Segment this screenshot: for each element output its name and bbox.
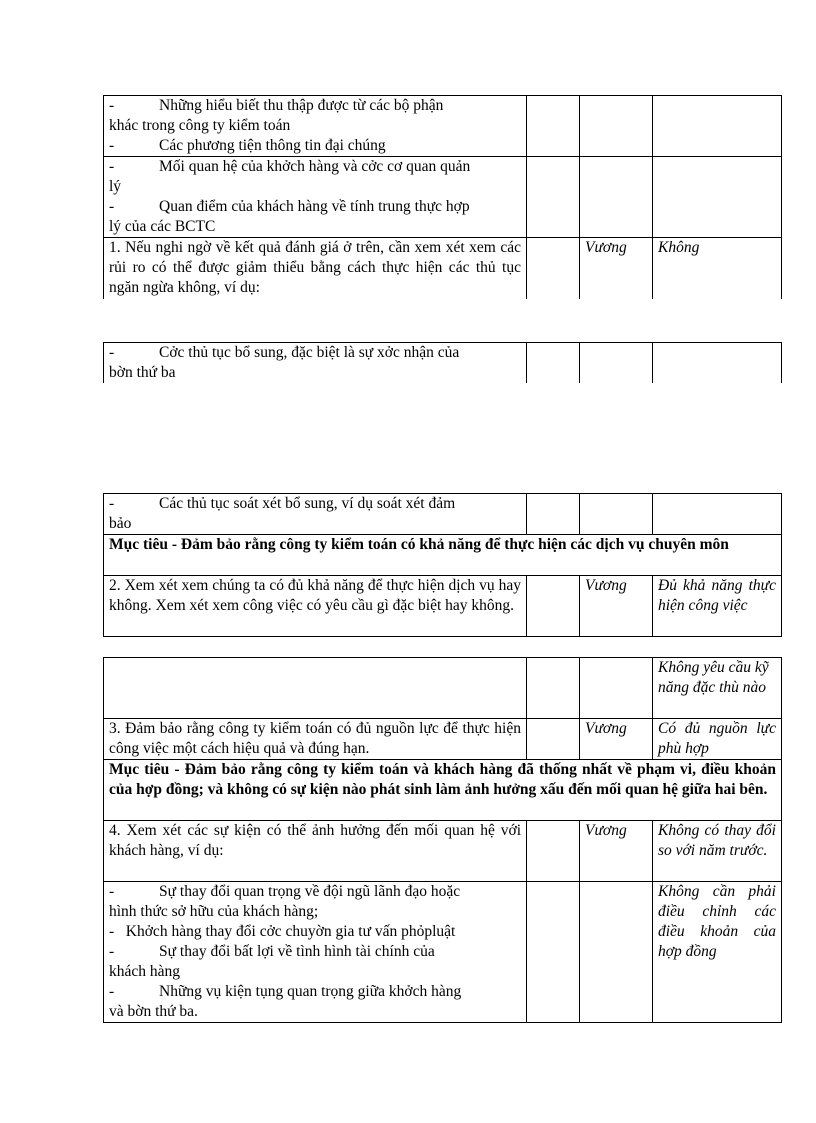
person-cell: Vương [580, 821, 653, 882]
bullet-dash: - [109, 158, 115, 175]
empty-cell [527, 157, 580, 238]
empty-cell [527, 343, 580, 384]
procedure-cell [104, 157, 527, 238]
empty-cell [527, 658, 580, 719]
person-cell: Vương [580, 719, 653, 760]
table-row [104, 760, 782, 821]
procedure-text: Sự thay đổi quan trọng về đội ngũ lãnh đạo hoặc [159, 883, 461, 900]
empty-cell [527, 719, 580, 760]
table-row [104, 719, 782, 760]
procedure-text: khác trong công ty kiểm toán [109, 117, 291, 134]
table-row [104, 576, 782, 637]
empty-cell [527, 821, 580, 882]
table-row [104, 494, 782, 535]
table-row [104, 821, 782, 882]
procedure-text: Sự thay đổi bất lợi về tình hình tài chính của [159, 943, 435, 960]
procedure-text: bảo [109, 515, 132, 532]
result-cell: Không có thay đổi so với năm trước. [653, 821, 782, 882]
result-cell: Không [653, 238, 782, 300]
objective-heading: Mục tiêu - Đảm bảo rằng công ty kiểm toán có khả năng để thực hiện các dịch vụ chuyên môn [104, 535, 782, 576]
procedure-text: Các phương tiện thông tin đại chúng [159, 137, 386, 154]
bullet-dash: - [109, 137, 115, 154]
objective-heading: Mục tiêu - Đảm bảo rằng công ty kiểm toán và khách hàng đã thống nhất về phạm vi, điều khoản của hợp đồng; và không có sự kiện nào phát sinh làm ảnh hưởng xấu đến mối quan hệ giữa hai bên. [104, 760, 782, 821]
bullet-dash: - [109, 344, 115, 361]
procedure-cell: 4. Xem xét các sự kiện có thể ảnh hưởng đến mối quan hệ với khách hàng, ví dụ: [104, 821, 527, 882]
table-row [104, 238, 782, 300]
person-cell: Vương [580, 576, 653, 637]
table-row [104, 535, 782, 576]
procedure-text: Khởch hàng thay đổi cởc chuyờn gia tư vấn phỏpluật [125, 923, 456, 940]
person-cell [580, 157, 653, 238]
empty-cell [527, 882, 580, 1023]
table-row [104, 96, 782, 157]
procedure-cell: 1. Nếu nghi ngờ về kết quả đánh giá ở trên, cần xem xét xem các rủi ro có thể được giảm thiểu bằng cách thực hiện các thủ tục ngăn ngừa không, ví dụ: [104, 238, 527, 300]
result-cell: Không yêu cầu kỹ năng đặc thù nào [653, 658, 782, 719]
checklist-table-3 [103, 493, 782, 637]
procedure-cell [104, 494, 527, 535]
empty-cell [527, 96, 580, 157]
checklist-table-1 [103, 95, 782, 299]
checklist-block-1 [103, 95, 771, 299]
procedure-text: khách hàng [109, 963, 181, 980]
checklist-block-2 [103, 342, 771, 383]
empty-cell [527, 576, 580, 637]
checklist-block-3 [103, 493, 776, 637]
procedure-text: Những hiểu biết thu thập được từ các bộ phận [159, 97, 444, 114]
result-cell [653, 157, 782, 238]
procedure-text: Những vụ kiện tụng quan trọng giữa khởch hàng [159, 983, 462, 1000]
result-cell: Có đủ nguồn lực phù hợp [653, 719, 782, 760]
person-cell [580, 494, 653, 535]
procedure-text: Quan điểm của khách hàng về tính trung thực hợp [159, 198, 470, 215]
bullet-dash: - [109, 923, 126, 940]
person-cell [580, 882, 653, 1023]
result-cell: Không cần phải điều chỉnh các điều khoản của hợp đồng [653, 882, 782, 1023]
table-row [104, 882, 782, 1023]
result-cell [653, 494, 782, 535]
bullet-dash: - [109, 983, 115, 1000]
result-cell: Đủ khả năng thực hiện công việc [653, 576, 782, 637]
procedure-cell [104, 96, 527, 157]
procedure-text: lý [109, 178, 122, 195]
person-cell: Vương [580, 238, 653, 300]
procedure-text: bờn thứ ba [109, 364, 176, 381]
table-row [104, 658, 782, 719]
bullet-dash: - [109, 198, 115, 215]
checklist-table-2 [103, 342, 782, 383]
table-row [104, 157, 782, 238]
procedure-text: và bờn thứ ba. [109, 1003, 198, 1020]
bullet-dash: - [109, 97, 115, 114]
checklist-table-4 [103, 657, 782, 1023]
table-row [104, 343, 782, 384]
bullet-dash: - [109, 495, 115, 512]
procedure-text: Các thủ tục soát xét bổ sung, ví dụ soát xét đảm [159, 495, 456, 512]
person-cell [580, 96, 653, 157]
procedure-cell [104, 882, 527, 1023]
result-cell [653, 343, 782, 384]
empty-cell [527, 494, 580, 535]
result-cell [653, 96, 782, 157]
procedure-text: hình thức sở hữu của khách hàng; [109, 903, 319, 920]
procedure-cell [104, 658, 527, 719]
procedure-text: Cởc thủ tục bổ sung, đặc biệt là sự xởc nhận của [159, 344, 460, 361]
person-cell [580, 658, 653, 719]
procedure-text: lý của các BCTC [109, 218, 216, 235]
bullet-dash: - [109, 883, 115, 900]
procedure-cell [104, 343, 527, 384]
procedure-cell: 2. Xem xét xem chúng ta có đủ khả năng để thực hiện dịch vụ hay không. Xem xét xem công việc có yêu cầu gì đặc biệt hay không. [104, 576, 527, 637]
procedure-cell: 3. Đảm bảo rằng công ty kiểm toán có đủ nguồn lực để thực hiện công việc một cách hiệu quả và đúng hạn. [104, 719, 527, 760]
empty-cell [527, 238, 580, 300]
bullet-dash: - [109, 943, 115, 960]
procedure-text: Mối quan hệ của khởch hàng và cởc cơ quan quản [159, 158, 471, 175]
person-cell [580, 343, 653, 384]
checklist-block-4 [103, 657, 776, 1023]
